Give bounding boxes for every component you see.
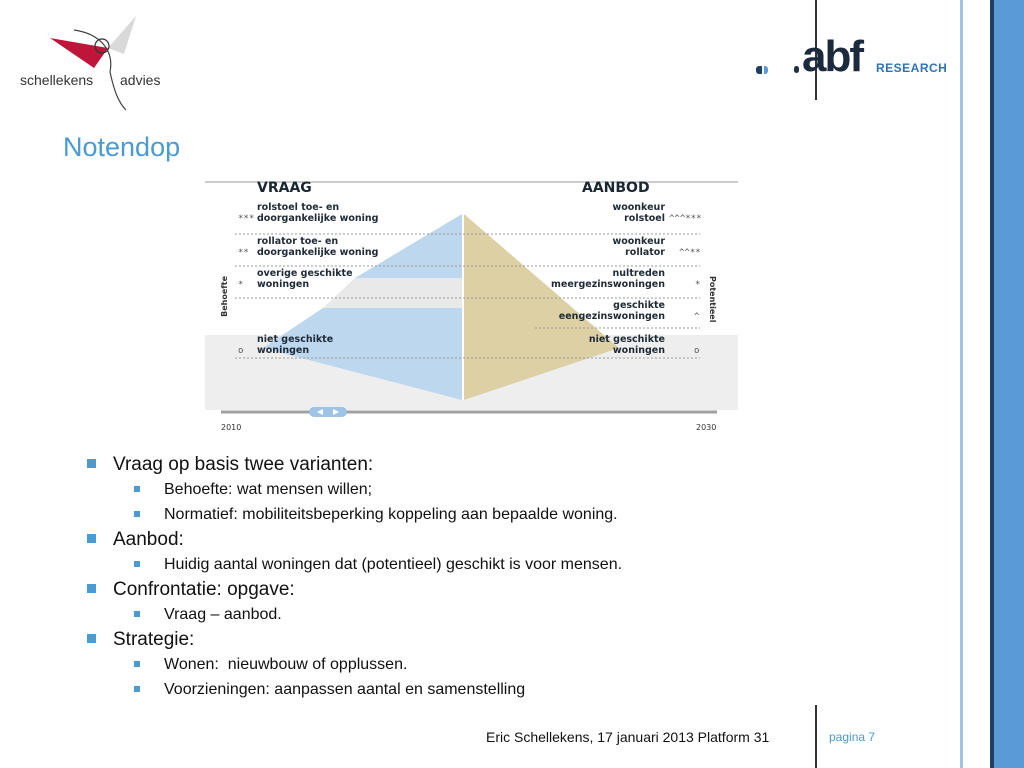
vraag-marker-3: * <box>238 280 244 290</box>
sub-bullet-icon <box>134 661 140 667</box>
aanbod-row-4: geschikte eengezinswoningen <box>558 300 665 322</box>
sub-bullet-icon <box>134 486 140 492</box>
sub-bullet-icon <box>134 611 140 617</box>
sub-bullet-icon <box>134 511 140 517</box>
vraag-row-2: rollator toe- en doorgankelijke woning <box>257 236 379 258</box>
edge-block <box>994 0 1024 768</box>
edge-stripe-light <box>960 0 963 768</box>
vraag-marker-1: *** <box>238 214 255 224</box>
sub-bullet-huidig: Huidig aantal woningen dat (potentieel) geschikt is voor mensen. <box>87 552 847 577</box>
abf-dot <box>794 66 799 73</box>
vraag-aanbod-pyramid-figure <box>205 180 738 435</box>
bullet-icon <box>87 459 96 468</box>
bullet-confrontatie: Confrontatie: opgave: <box>87 577 847 602</box>
bullet-vraag: Vraag op basis twee varianten: <box>87 452 847 477</box>
behoefte-label: Behoefte <box>220 276 229 317</box>
sub-bullet-normatief: Normatief: mobiliteitsbeperking koppeling aan bepaalde woning. <box>87 502 847 527</box>
vraag-marker-4: o <box>238 346 244 356</box>
abf-research-label: RESEARCH <box>876 61 948 75</box>
aanbod-marker-2: ^^** <box>679 248 701 258</box>
bullet-icon <box>87 534 96 543</box>
abf-mark: abf <box>802 32 862 81</box>
vraag-marker-2: ** <box>238 248 249 258</box>
sub-bullet-voorzieningen: Voorzieningen: aanpassen aantal en samenstelling <box>87 677 847 702</box>
footer-divider <box>815 705 817 768</box>
bullet-icon <box>87 634 96 643</box>
aanbod-marker-1: ^^^*** <box>669 214 702 224</box>
aanbod-marker-4: ^ <box>694 312 700 322</box>
aanbod-marker-5: o <box>694 346 700 356</box>
aanbod-row-3: nultreden meergezinswoningen <box>550 268 665 290</box>
sub-bullet-wonen: Wonen: nieuwbouw of opplussen. <box>87 652 847 677</box>
abf-research-logo <box>756 32 956 82</box>
aanbod-row-1: woonkeur rolstoel <box>612 202 665 224</box>
vraag-row-4: niet geschikte woningen <box>257 334 334 356</box>
aanbod-header: AANBOD <box>582 180 650 196</box>
logo-word-advies: advies <box>120 72 161 88</box>
vraag-row-3: overige geschikte woningen <box>257 268 353 290</box>
logo-mark-icon <box>14 12 184 112</box>
bullet-aanbod: Aanbod: <box>87 527 847 552</box>
slide-title: Notendop <box>63 132 181 162</box>
vraag-row-1: rolstoel toe- en doorgankelijke woning <box>257 202 379 224</box>
sub-bullet-icon <box>134 561 140 567</box>
page-number: pagina 7 <box>829 730 876 744</box>
potentieel-label: Potentieel <box>708 276 717 323</box>
year-end: 2030 <box>696 423 717 432</box>
abf-dot-light <box>764 66 768 74</box>
sub-bullet-icon <box>134 686 140 692</box>
bullet-list <box>87 452 847 702</box>
footer-text: Eric Schellekens, 17 januari 2013 Platform 31 <box>486 729 770 745</box>
aanbod-row-2: woonkeur rollator <box>612 236 665 258</box>
sub-bullet-vraag-aanbod: Vraag – aanbod. <box>87 602 847 627</box>
abf-dot-dark <box>756 66 762 74</box>
aanbod-marker-3: * <box>695 280 701 290</box>
logo-word-schellekens: schellekens <box>20 72 94 88</box>
year-start: 2010 <box>221 423 242 432</box>
sub-bullet-behoefte: Behoefte: wat mensen willen; <box>87 477 847 502</box>
schellekens-advies-logo <box>14 12 184 112</box>
bullet-strategie: Strategie: <box>87 627 847 652</box>
vraag-header: VRAAG <box>257 180 312 196</box>
aanbod-row-5: niet geschikte woningen <box>588 334 665 356</box>
timeline-slider <box>309 407 347 417</box>
bullet-icon <box>87 584 96 593</box>
